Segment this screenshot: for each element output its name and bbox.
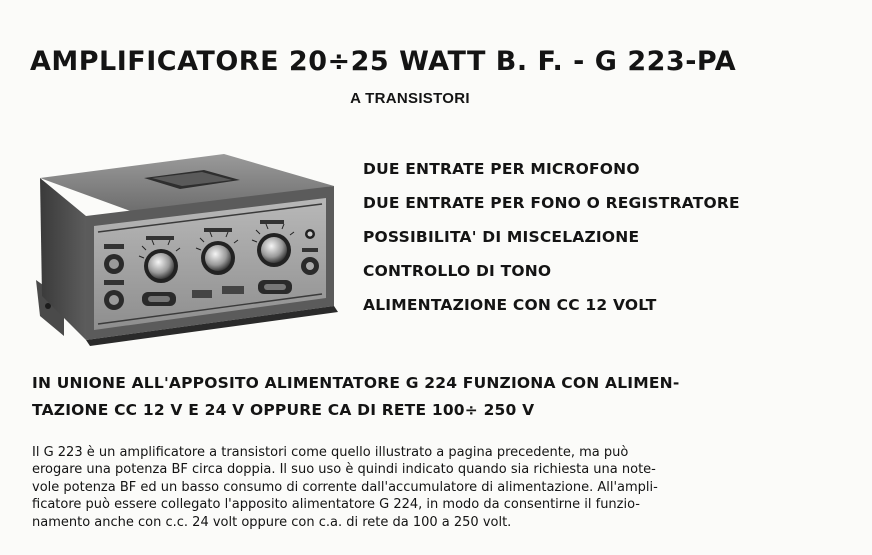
feature-list	[363, 156, 740, 326]
description-line: erogare una potenza BF circa doppia. Il suo uso è quindi indicato quando sia richiesta una note-	[32, 462, 656, 478]
feature-item: DUE ENTRATE PER MICROFONO	[363, 160, 640, 178]
description-paragraph	[32, 444, 802, 531]
note-line: IN UNIONE ALL'APPOSITO ALIMENTATORE G 224 FUNZIONA CON ALIMEN-	[32, 374, 680, 392]
description-line: vole potenza BF ed un basso consumo di corrente dall'accumulatore di alimentazione. All'ampli-	[32, 479, 658, 495]
amplifier-photo	[34, 140, 344, 350]
description-line: ficatore può essere collegato l'apposito alimentatore G 224, in modo da consentirne il funzio-	[32, 497, 640, 513]
power-supply-note	[32, 370, 812, 424]
note-line: TAZIONE CC 12 V E 24 V OPPURE CA DI RETE 100÷ 250 V	[32, 401, 535, 419]
feature-item: ALIMENTAZIONE CON CC 12 VOLT	[363, 296, 657, 314]
feature-item: POSSIBILITA' DI MISCELAZIONE	[363, 228, 640, 246]
description-line: Il G 223 è un amplificatore a transistori come quello illustrato a pagina precedente, ma può	[32, 445, 629, 460]
page-subtitle: A TRANSISTORI	[350, 90, 470, 107]
page-title: AMPLIFICATORE 20÷25 WATT B. F. - G 223-PA	[30, 46, 737, 77]
feature-item: CONTROLLO DI TONO	[363, 262, 552, 280]
feature-item: DUE ENTRATE PER FONO O REGISTRATORE	[363, 194, 740, 212]
description-line: namento anche con c.c. 24 volt oppure con c.a. di rete da 100 a 250 volt.	[32, 514, 512, 530]
